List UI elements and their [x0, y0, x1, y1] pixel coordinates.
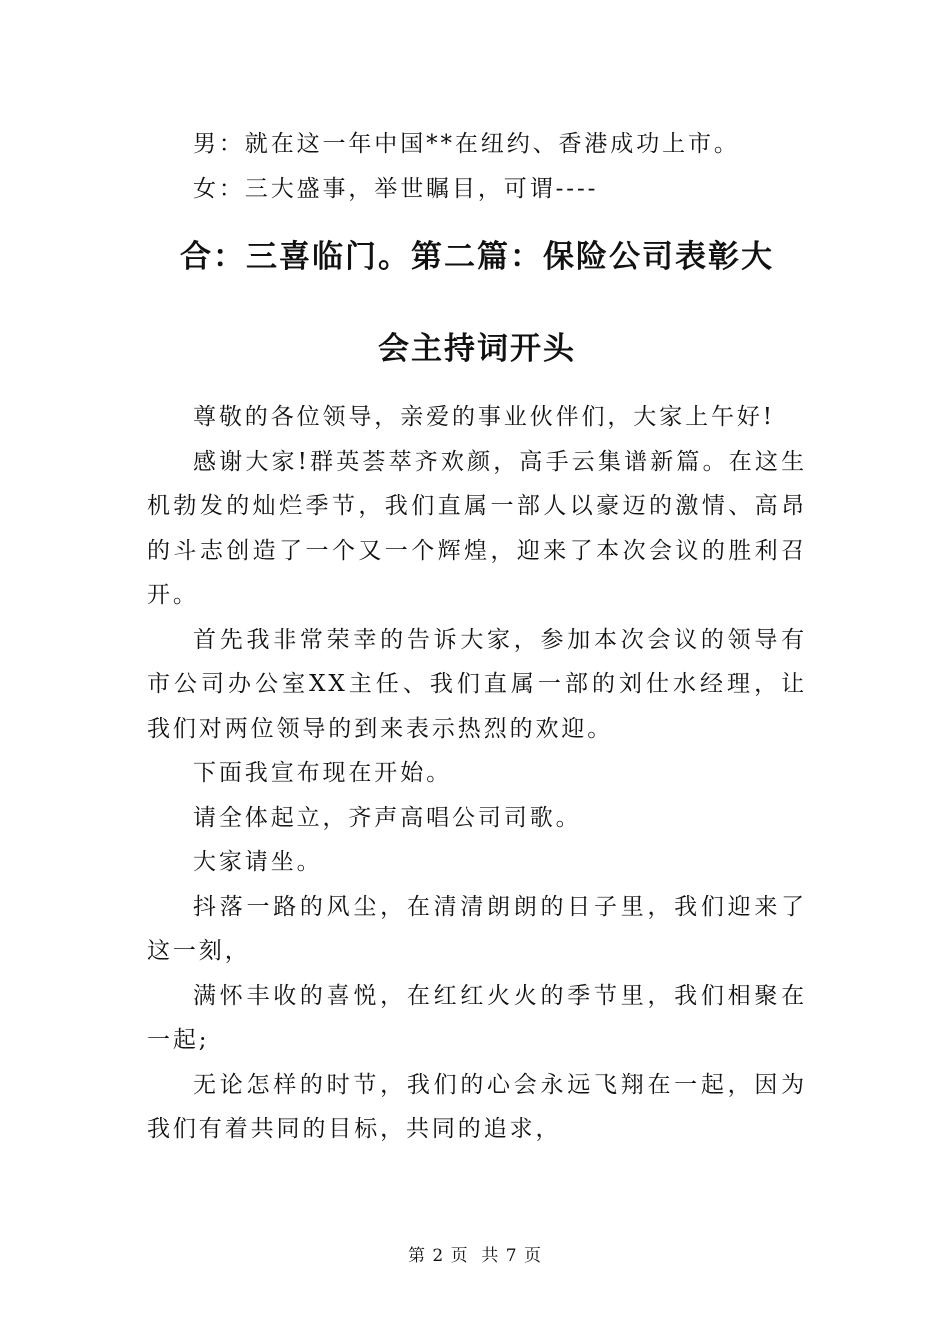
- paragraph-leaders-intro: 首先我非常荣幸的告诉大家，参加本次会议的领导有市公司办公室XX主任、我们直属一部的刘仕水经理，让我们对两位领导的到来表示热烈的欢迎。: [147, 626, 807, 742]
- heading-line-1: 合：三喜临门。第二篇：保险公司表彰大: [180, 239, 774, 275]
- paragraph-thanks: 感谢大家!群英荟萃齐欢颜，高手云集谱新篇。在这生机勃发的灿烂季节，我们直属一部人以豪迈的激情、高昂的斗志创造了一个又一个辉煌，迎来了本次会议的胜利召开。: [147, 448, 807, 608]
- paragraph-announce-start: 下面我宣布现在开始。: [193, 760, 452, 786]
- paragraph-greeting: 尊敬的各位领导，亲爱的事业伙伴们，大家上午好!: [193, 404, 775, 430]
- paragraph-this-moment: 抖落一路的风尘，在清清朗朗的日子里，我们迎来了这一刻，: [147, 893, 807, 964]
- paragraph-male-line: 男：就在这一年中国**在纽约、香港成功上市。: [193, 131, 740, 157]
- paragraph-female-line: 女：三大盛事，举世瞩目，可谓----: [193, 175, 599, 202]
- document-body: [147, 122, 807, 1152]
- paragraph-common-goal: 无论怎样的时节，我们的心会永远飞翔在一起，因为我们有着共同的目标，共同的追求，: [147, 1071, 807, 1142]
- heading-line-2: 会主持词开头: [378, 331, 576, 367]
- paragraph-gather-together: 满怀丰收的喜悦，在红红火火的季节里，我们相聚在一起;: [147, 982, 807, 1053]
- section-heading: [147, 211, 807, 395]
- paragraph-please-sit: 大家请坐。: [193, 849, 323, 875]
- paragraph-stand-sing: 请全体起立，齐声高唱公司司歌。: [193, 804, 582, 831]
- page-number-label: 第 2 页 共 7 页: [407, 1246, 543, 1266]
- page-footer: [0, 1241, 950, 1266]
